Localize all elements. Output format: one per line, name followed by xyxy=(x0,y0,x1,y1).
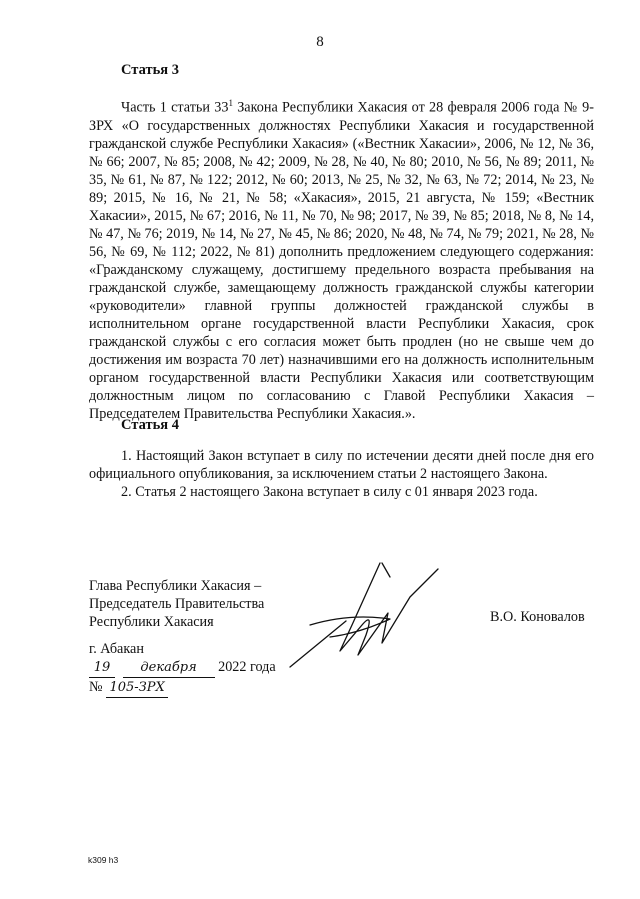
article-4-text xyxy=(89,447,594,501)
page-number: 8 xyxy=(316,34,324,50)
article-3-text-rest: Закона Республики Хакасия от 28 февраля 2006 года № 9-ЗРХ «О государственных должностях Республики Хакасия и государственной гражданской службе Республики Хакасия» («Вестник Хакасии», 2006, № 12, № 36, № 66; 2007, № 85; 2008, № 42; 2009, № 28, № 40, № 80; 2010, № 56, № 89; 2011, № 35, № 61, № 87, № 122; 2012, № 60; 2013, № 25, № 32, № 63, № 72; 2014, № 23, № 89; 2015, № 16, № 21, № 58; «Хакасия», 2015, 21 августа, № 159; «Вестник Хакасии», 2015, № 67; 2016, № 11, № 70, № 98; 2017, № 39, № 85; 2018, № 8, № 14, № 47, № 76; 2019, № 14, № 27, № 45, № 86; 2020, № 48, № 74, № 79; 2021, № 28, № 56, № 69, № 112; 2022, № 81) дополнить предложением следующего содержания: «Гражданскому служащему, достигшему предельного возраста пребывания на гражданской службе, замещающему должность гражданской службы категории «руководители» главной группы должностей гражданской службы в исполнительном органе государственной власти Республики Хакасия, срок гражданской службы с его согласия может быть продлен (но не свыше чем до достижения им возраста 70 лет) назначившими его на должность исполнительным органом государственной власти Республики Хакасия или соответствующим должностным лицом по согласованию с Главой Республики Хакасия – Председателем Правительства Республики Хакасия.». xyxy=(89,99,594,422)
date-day: 19 xyxy=(89,659,115,678)
handwritten-signature xyxy=(270,555,470,685)
signatory-name: В.О. Коновалов xyxy=(490,609,585,625)
article-4-heading: Статья 4 xyxy=(121,417,179,433)
date-month: декабря xyxy=(123,659,215,678)
place-and-date xyxy=(89,640,276,698)
law-number xyxy=(89,678,276,698)
article-4-item-1: 1. Настоящий Закон вступает в силу по истечении десяти дней после дня его официального опубликования, за исключением статьи 2 настоящего Закона. xyxy=(89,448,594,482)
document-code: k309 h3 xyxy=(88,855,119,865)
number-sign: № xyxy=(89,679,103,695)
signing-date xyxy=(89,658,276,678)
signatory-title-line-2: Председатель Правительства xyxy=(89,596,265,612)
article-3-text xyxy=(89,94,594,423)
signatory-title-line-1: Глава Республики Хакасия – xyxy=(89,578,262,594)
article-3-text-start: Часть 1 статьи 33 xyxy=(121,99,229,116)
signatory-title xyxy=(89,577,264,631)
signatory-title-line-3: Республики Хакасия xyxy=(89,614,214,630)
date-year: 2022 года xyxy=(218,659,276,675)
article-4-item-2: 2. Статья 2 настоящего Закона вступает в силу с 01 января 2023 года. xyxy=(121,484,538,500)
city: г. Абакан xyxy=(89,641,144,657)
article-3-heading: Статья 3 xyxy=(121,62,179,78)
article-3-superscript: 1 xyxy=(228,98,233,108)
law-number-value: 105-ЗРХ xyxy=(106,679,168,698)
